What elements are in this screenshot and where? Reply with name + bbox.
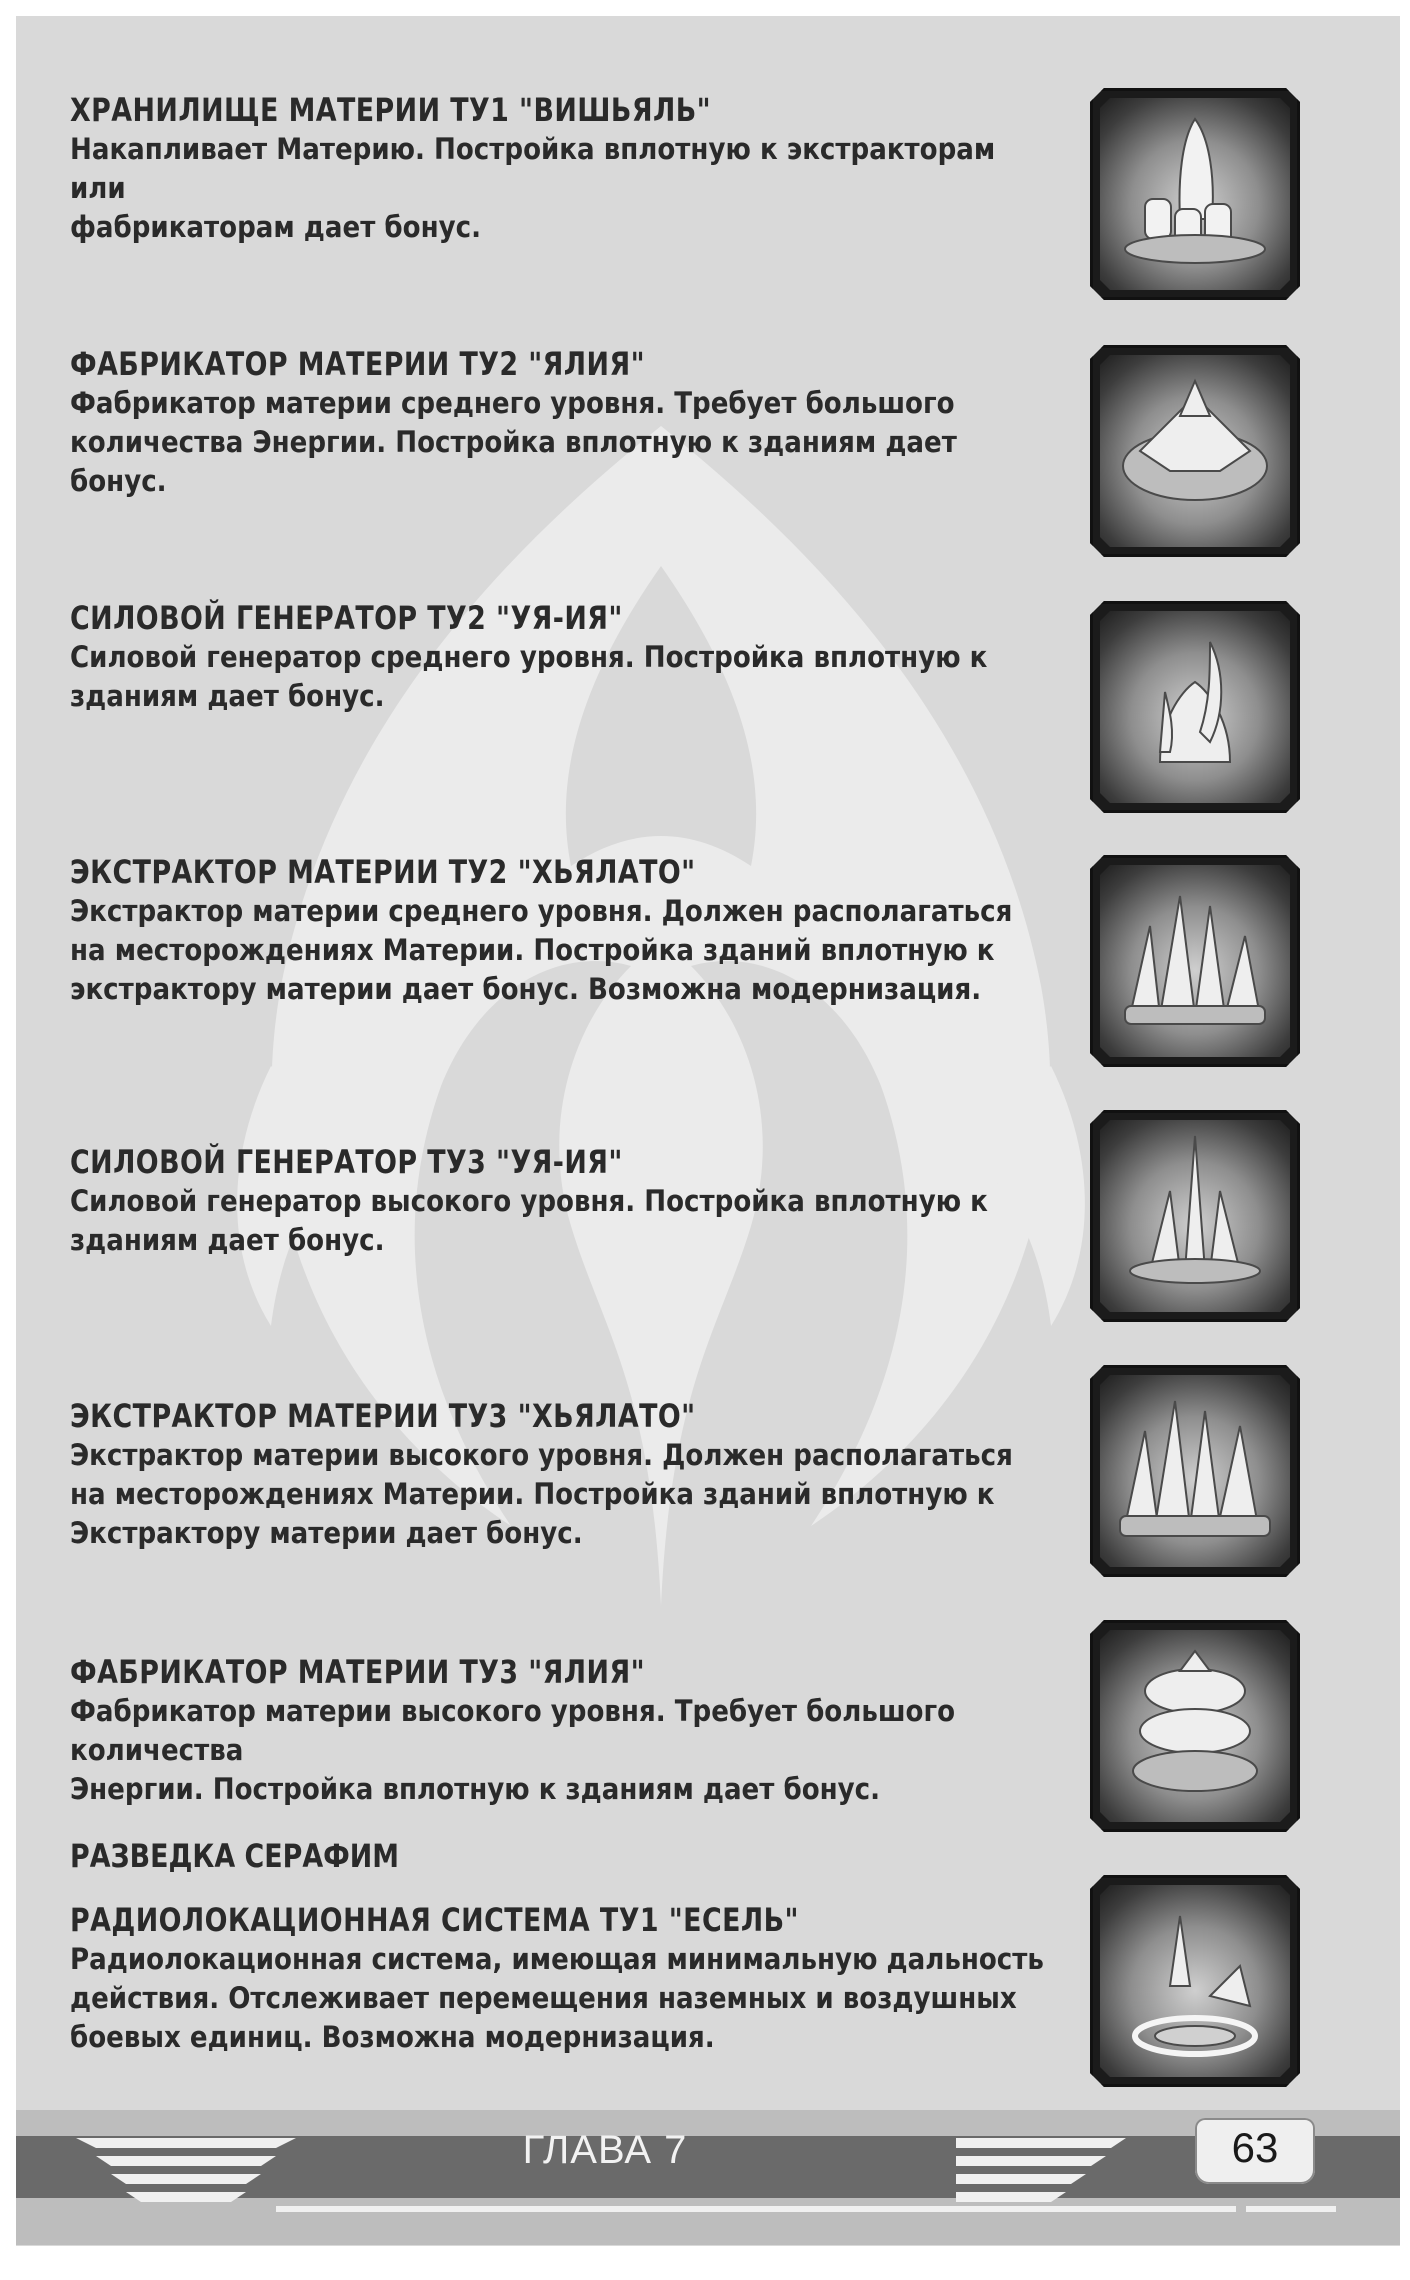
entry-description: Накапливает Материю. Постройка вплотную к экстракторам или фабрикаторам дает бонус. bbox=[70, 132, 996, 244]
footer-line-short bbox=[1246, 2206, 1336, 2212]
entry-title: ФАБРИКАТОР МАТЕРИИ ТУ2 "ЯЛИЯ" bbox=[70, 345, 645, 383]
entry-description: Силовой генератор высокого уровня. Постройка вплотную к зданиям дает бонус. bbox=[70, 1184, 988, 1257]
entry-description: Фабрикатор материи среднего уровня. Требует большого количества Энергии. Постройка вплотную к зданиям дает бонус. bbox=[70, 386, 957, 498]
entry-power-generator-t3 bbox=[70, 1142, 1050, 1260]
entry-description: Экстрактор материи высокого уровня. Должен располагаться на месторождениях Материи. Постройка зданий вплотную к Экстрактору материи дает бонус. bbox=[70, 1438, 1013, 1550]
entry-title: ЭКСТРАКТОР МАТЕРИИ ТУ2 "ХЬЯЛАТО" bbox=[70, 853, 696, 891]
entry-description: Экстрактор материи среднего уровня. Должен располагаться на месторождениях Материи. Постройка зданий вплотную к экстрактору материи дает бонус. Возможна модернизация. bbox=[70, 894, 1013, 1006]
entry-description: Радиолокационная система, имеющая минимальную дальность действия. Отслеживает перемещения наземных и воздушных боевых единиц. Возможна модернизация. bbox=[70, 1942, 1044, 2054]
entry-title: ЭКСТРАКТОР МАТЕРИИ ТУ3 "ХЬЯЛАТО" bbox=[70, 1397, 696, 1435]
power-generator-t3-image bbox=[1090, 1110, 1300, 1322]
entry-description: Фабрикатор материи высокого уровня. Требует большого количества Энергии. Постройка вплотную к зданиям дает бонус. bbox=[70, 1694, 956, 1806]
entry-title: СИЛОВОЙ ГЕНЕРАТОР ТУ2 "УЯ-ИЯ" bbox=[70, 599, 623, 637]
page-number: 63 bbox=[1231, 2124, 1279, 2171]
extractor-t2-image bbox=[1090, 855, 1300, 1067]
entry-extractor-t2 bbox=[70, 852, 1050, 1009]
fabricator-t2-image bbox=[1090, 345, 1300, 557]
chapter-label: ГЛАВА 7 bbox=[522, 2128, 688, 2172]
entry-description: Силовой генератор среднего уровня. Постройка вплотную к зданиям дает бонус. bbox=[70, 640, 988, 713]
extractor-t3-image bbox=[1090, 1365, 1300, 1577]
entry-extractor-t3 bbox=[70, 1396, 1050, 1553]
footer-left-stripes bbox=[76, 2130, 316, 2210]
entry-title: ХРАНИЛИЩЕ МАТЕРИИ ТУ1 "ВИШЬЯЛЬ" bbox=[70, 91, 712, 129]
entry-fabricator-t2 bbox=[70, 344, 1050, 501]
footer-line bbox=[276, 2206, 1236, 2212]
entry-title: РАДИОЛОКАЦИОННАЯ СИСТЕМА ТУ1 "ЕСЕЛЬ" bbox=[70, 1901, 799, 1939]
entry-title: ФАБРИКАТОР МАТЕРИИ ТУ3 "ЯЛИЯ" bbox=[70, 1653, 645, 1691]
entry-radar-t1 bbox=[70, 1900, 1050, 2057]
footer-right-stripes bbox=[956, 2130, 1136, 2210]
entry-fabricator-t3 bbox=[70, 1652, 1050, 1809]
power-generator-t2-image bbox=[1090, 601, 1300, 813]
fabricator-t3-image bbox=[1090, 1620, 1300, 1832]
entry-power-generator-t2 bbox=[70, 598, 1050, 716]
entry-storage bbox=[70, 90, 1050, 247]
entry-title: СИЛОВОЙ ГЕНЕРАТОР ТУ3 "УЯ-ИЯ" bbox=[70, 1143, 623, 1181]
section-heading: РАЗВЕДКА СЕРАФИМ bbox=[70, 1837, 400, 1875]
storage-building-image bbox=[1090, 88, 1300, 300]
radar-system-image bbox=[1090, 1875, 1300, 2087]
